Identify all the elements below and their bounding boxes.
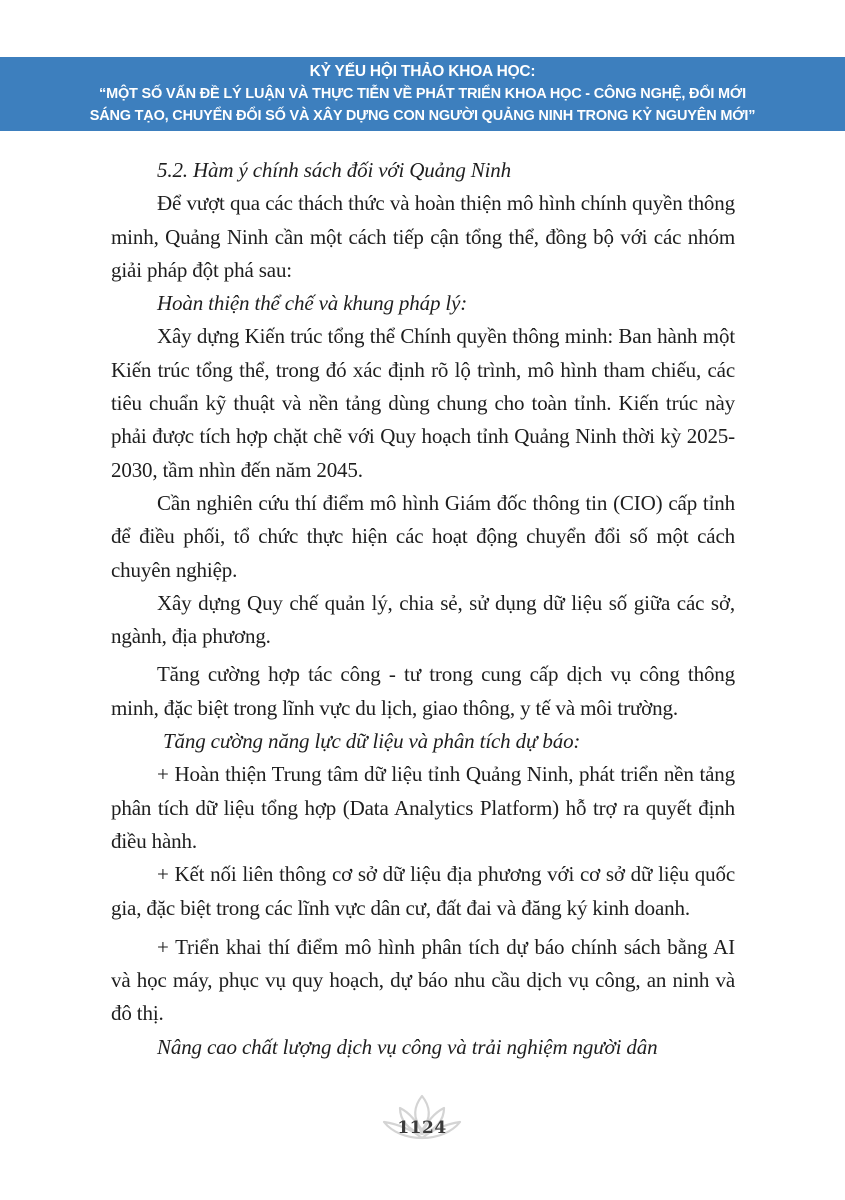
proceedings-title: KỶ YẾU HỘI THẢO KHOA HỌC: <box>309 63 536 80</box>
paragraph-intro: Để vượt qua các thách thức và hoàn thiện mô hình chính quyền thông minh, Quảng Ninh cần một cách tiếp cận tổng thể, đồng bộ với các nhóm giải pháp đột phá sau: <box>111 191 735 282</box>
paragraph-architecture: Xây dựng Kiến trúc tổng thể Chính quyền thông minh: Ban hành một Kiến trúc tổng thể, trong đó xác định rõ lộ trình, mô hình tham chiếu, các tiêu chuẩn kỹ thuật và nền tảng dùng chung cho toàn tỉnh. Kiến trúc này phải được tích hợp chặt chẽ với Quy hoạch tỉnh Quảng Ninh thời kỳ 2025-2030, tầm nhìn đến năm 2045. <box>111 324 735 482</box>
subheading-institutions: Hoàn thiện thể chế và khung pháp lý: <box>157 291 468 316</box>
list-item-database-connect: + Kết nối liên thông cơ sở dữ liệu địa phương với cơ sở dữ liệu quốc gia, đặc biệt trong các lĩnh vực dân cư, đất đai và đăng ký kinh doanh. <box>111 862 735 920</box>
subheading-data-capacity: Tăng cường năng lực dữ liệu và phân tích dự báo: <box>163 729 581 754</box>
conference-theme-line-1: “MỘT SỐ VẤN ĐỀ LÝ LUẬN VÀ THỰC TIỄN VỀ PHÁT TRIỂN KHOA HỌC - CÔNG NGHỆ, ĐỔI MỚI <box>99 86 746 102</box>
list-item-ai-forecast: + Triển khai thí điểm mô hình phân tích dự báo chính sách bằng AI và học máy, phục vụ quy hoạch, dự báo nhu cầu dịch vụ công, an ninh và đô thị. <box>111 934 735 1026</box>
paragraph-public-private: Tăng cường hợp tác công - tư trong cung cấp dịch vụ công thông minh, đặc biệt trong lĩnh vực du lịch, giao thông, y tế và môi trường. <box>111 662 735 720</box>
page-footer <box>372 1090 472 1150</box>
page-body <box>111 154 735 1064</box>
page-number: 1124 <box>397 1118 447 1138</box>
subheading-public-service: Nâng cao chất lượng dịch vụ công và trải nghiệm người dân <box>157 1034 658 1059</box>
list-item-data-center: + Hoàn thiện Trung tâm dữ liệu tỉnh Quảng Ninh, phát triển nền tảng phân tích dữ liệu tổng hợp (Data Analytics Platform) hỗ trợ ra quyết định điều hành. <box>111 762 735 853</box>
proceedings-header-banner <box>0 57 845 131</box>
paragraph-cio: Cần nghiên cứu thí điểm mô hình Giám đốc thông tin (CIO) cấp tỉnh để điều phối, tổ chức thực hiện các hoạt động chuyển đổi số một cách chuyên nghiệp. <box>111 490 735 582</box>
conference-theme-line-2: SÁNG TẠO, CHUYỂN ĐỔI SỐ VÀ XÂY DỰNG CON NGƯỜI QUẢNG NINH TRONG KỶ NGUYÊN MỚI” <box>89 108 756 124</box>
section-heading: 5.2. Hàm ý chính sách đối với Quảng Ninh <box>157 158 512 182</box>
paragraph-data-regulation: Xây dựng Quy chế quản lý, chia sẻ, sử dụng dữ liệu số giữa các sở, ngành, địa phương. <box>111 590 735 649</box>
